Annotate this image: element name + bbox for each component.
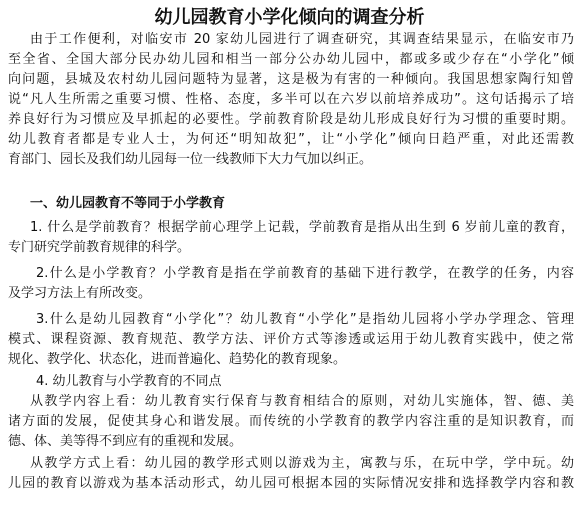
text-line: 规化、教学化、状态化，进而普遍化、趋势化的教育现象。 [8, 352, 347, 367]
text-line: 及学习方法上有所改变。 [8, 286, 152, 301]
document-title: 幼儿园教育小学化倾向的调查分析 [154, 7, 425, 28]
subsection-heading: 4. 幼儿教育与小学教育的不同点 [36, 374, 222, 389]
text-line: 2.什么是小学教育？小学教育是指在学前教育的基础下进行教学，在教学的任务，内容 [36, 266, 574, 281]
text-line: 说“凡人生所需之重要习惯、性格、态度，多半可以在六岁以前培养成功”。这句话揭示了培 [8, 92, 574, 107]
text-line: 儿园的教育以游戏为基本活动形式，幼儿园可根据本园的实际情况安排和选择教学内容和教 [8, 476, 574, 491]
text-line: 1. 什么是学前教育？根据学前心理学上记载，学前教育是指从出生到 6 岁前儿童的教育， [30, 220, 574, 235]
text-line: 诸方面的发展，促使其身心和谐发展。而传统的小学教育的教学内容注重的是知识教育，而 [8, 414, 574, 429]
section-heading: 一、幼儿园教育不等同于小学教育 [30, 196, 226, 211]
text-line: 养良好行为习惯应及早抓起的必要性。学前教育阶段是幼儿形成良好行为习惯的重要时期。 [8, 112, 574, 127]
text-line: 模式、课程资源、教育规范、教学方法、评价方式等渗透或运用于幼儿教育实践中，使之常 [8, 332, 574, 347]
text-line: 幼儿教育者都是专业人士，为何还“明知故犯”，让“小学化”倾向日趋严重，对此还需教 [8, 132, 574, 147]
text-line: 由于工作便利，对临安市 20 家幼儿园进行了调查研究，其调查结果显示，在临安市乃 [30, 32, 574, 47]
text-line: 至全省、全国大部分民办幼儿园和相当一部分公办幼儿园中，都或多或少存在“小学化”倾 [8, 52, 574, 67]
text-line: 3.什么是幼儿园教育“小学化”？幼儿教育“小学化”是指幼儿园将小学办学理念、管理 [36, 312, 574, 327]
text-line: 从教学内容上看：幼儿教育实行保育与教育相结合的原则，对幼儿实施体，智、德、美 [30, 394, 574, 409]
text-line: 专门研究学前教育规律的科学。 [8, 240, 191, 255]
text-line: 德、体、美等得不到应有的重视和发展。 [8, 434, 243, 449]
text-line: 从教学方式上看：幼儿园的教学形式则以游戏为主，寓教与乐，在玩中学，学中玩。幼 [30, 456, 574, 471]
text-line: 育部门、园长及我们幼儿园每一位一线教师下大力气加以纠正。 [8, 152, 373, 167]
text-line: 向问题，县城及农村幼儿园问题特为显著，这是极为有害的一种倾向。我国思想家陶行知曾 [8, 72, 574, 87]
